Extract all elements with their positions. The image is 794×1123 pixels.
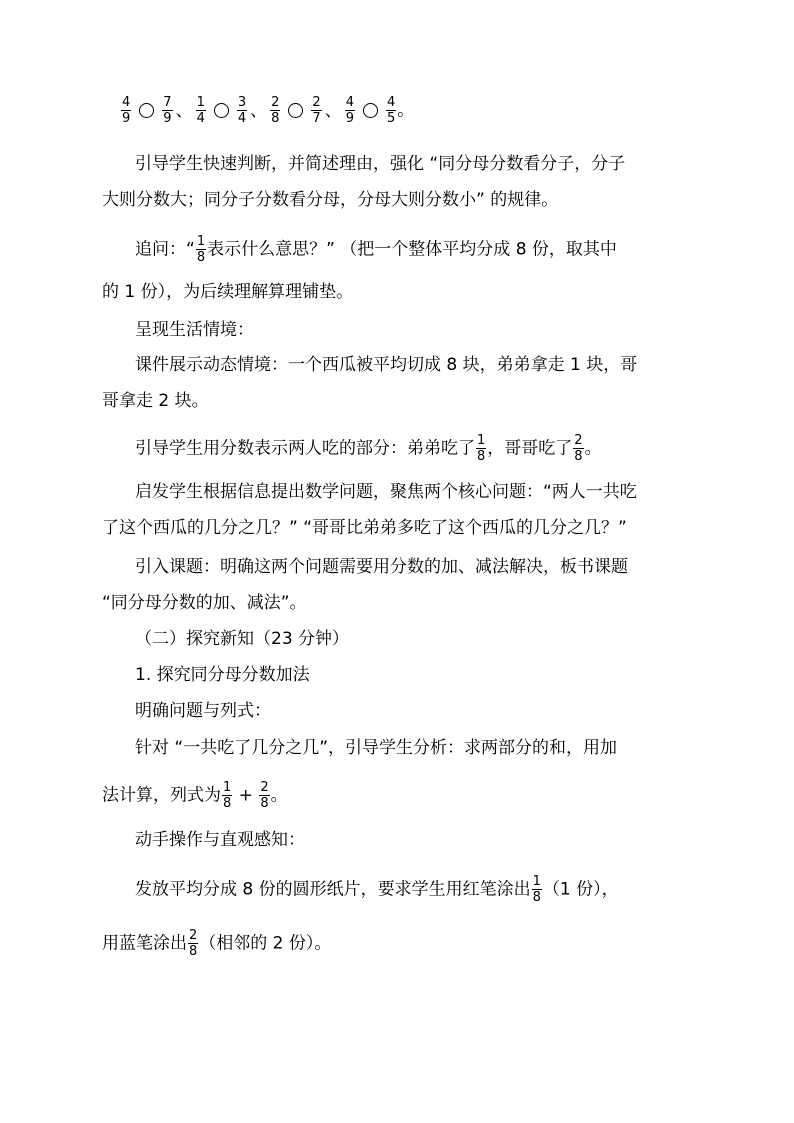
section-heading: （二）探究新知（23 分钟） xyxy=(135,629,350,649)
paragraph-target-line-2: 法计算，列式为 $\frac{1}{8}$ + $\frac{2}{8}$ 。 xyxy=(102,780,288,811)
paragraph-ask-line-1: 追问：“ $\frac{1}{8}$ 表示什么意思？” （把一个整体平均分成 8 份，取其中 xyxy=(135,234,617,265)
fraction: $\frac{1}{4}$ xyxy=(196,95,205,126)
fraction: $\frac{1}{8}$ xyxy=(196,234,206,265)
paragraph-scene-line-1: 课件展示动态情境：一个西瓜被平均切成 8 块，弟弟拿走 1 块，哥 xyxy=(135,355,638,375)
heading-hands-on: 动手操作与直观感知： xyxy=(135,830,305,850)
compare-circle-icon xyxy=(214,103,229,118)
fraction: $\frac{1}{8}$ xyxy=(223,780,232,811)
fraction: $\frac{2}{8}$ xyxy=(260,780,269,811)
fraction-comparison-line: $\frac{4}{9}$ $\frac{7}{9}$ 、 $\frac{1}{4}$ $\frac{3}{4}$ 、 $\frac{2}{8}$ $\frac{2}{7}$ 、 $\frac{4}{9}$ $\frac{4}{5}$ 。 xyxy=(122,95,415,126)
paragraph-guide-line-1: 引导学生快速判断，并简述理由，强化 “同分母分数看分子，分子 xyxy=(135,154,626,174)
paragraph-represent: 引导学生用分数表示两人吃的部分：弟弟吃了 $\frac{1}{8}$ ，哥哥吃了 $\frac{2}{8}$ 。 xyxy=(135,433,602,464)
subsection-heading: 1. 探究同分母分数加法 xyxy=(135,665,310,685)
fraction: $\frac{2}{8}$ xyxy=(271,95,280,126)
paragraph-topic-line-2: “同分母分数的加、减法”。 xyxy=(102,593,307,613)
fraction: $\frac{4}{9}$ xyxy=(345,95,354,126)
paragraph-ask-line-2: 的 1 份），为后续理解算理铺垫。 xyxy=(102,282,354,302)
fraction: $\frac{1}{8}$ xyxy=(532,874,541,905)
fraction: $\frac{2}{8}$ xyxy=(189,928,198,959)
compare-circle-icon xyxy=(288,103,303,118)
paragraph-guide-line-2: 大则分数大；同分子分数看分母，分母大则分数小” 的规律。 xyxy=(102,190,559,210)
paragraph-hand-line-2: 用蓝笔涂出 $\frac{2}{8}$ （相邻的 2 份）。 xyxy=(102,928,332,959)
compare-circle-icon xyxy=(139,103,154,118)
fraction: $\frac{4}{5}$ xyxy=(386,95,396,126)
fraction: $\frac{2}{8}$ xyxy=(574,433,583,464)
fraction: $\frac{7}{9}$ xyxy=(163,95,172,126)
fraction: $\frac{2}{7}$ xyxy=(312,95,321,126)
paragraph-scene-line-2: 哥拿走 2 块。 xyxy=(102,391,209,411)
paragraph-target-line-1: 针对 “一共吃了几分之几”，引导学生分析：求两部分的和，用加 xyxy=(135,738,618,758)
paragraph-topic-line-1: 引入课题：明确这两个问题需要用分数的加、减法解决，板书课题 xyxy=(135,557,628,577)
heading-clarify: 明确问题与列式： xyxy=(135,701,271,721)
compare-circle-icon xyxy=(363,103,378,118)
heading-life-scene: 呈现生活情境： xyxy=(135,320,254,340)
fraction: $\frac{4}{9}$ xyxy=(122,95,131,126)
paragraph-inspire-line-2: 了这个西瓜的几分之几？” “哥哥比弟弟多吃了这个西瓜的几分之几？” xyxy=(102,518,627,538)
fraction: $\frac{3}{4}$ xyxy=(237,95,247,126)
paragraph-inspire-line-1: 启发学生根据信息提出数学问题，聚焦两个核心问题：“两人一共吃 xyxy=(135,482,637,502)
paragraph-hand-line-1: 发放平均分成 8 份的圆形纸片，要求学生用红笔涂出 $\frac{1}{8}$ （1 份）， xyxy=(135,874,619,905)
fraction: $\frac{1}{8}$ xyxy=(477,433,486,464)
